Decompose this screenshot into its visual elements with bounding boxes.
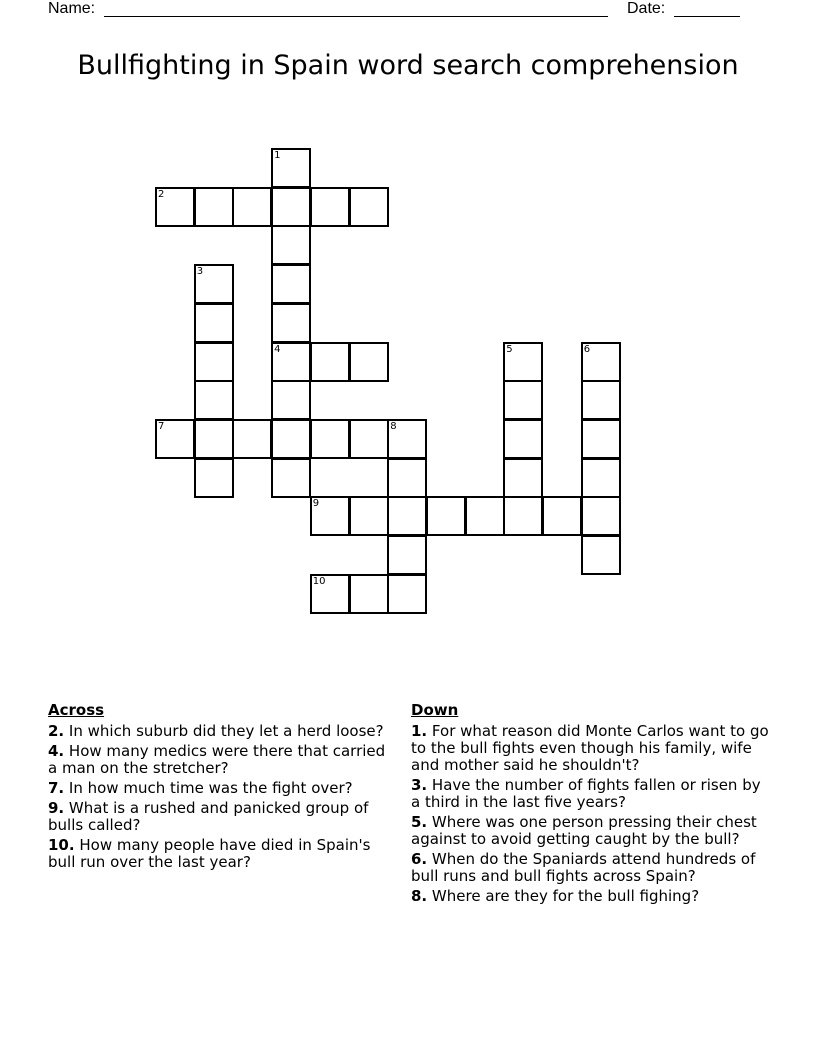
clue-text: How many people have died in Spain's bull run over the last year?	[48, 836, 371, 871]
grid-cell[interactable]	[349, 342, 389, 382]
grid-cell[interactable]	[271, 225, 311, 265]
grid-cell[interactable]	[349, 187, 389, 227]
grid-cell[interactable]	[271, 458, 311, 498]
grid-cell[interactable]	[349, 574, 389, 614]
clue-text: Have the number of fights fallen or risen by a third in the last five years?	[411, 776, 761, 811]
cell-number: 3	[196, 266, 204, 278]
clue-text: How many medics were there that carried a man on the stretcher?	[48, 742, 386, 777]
down-clues	[411, 702, 771, 908]
grid-cell[interactable]	[271, 342, 311, 382]
grid-cell[interactable]	[581, 342, 621, 382]
grid-cell[interactable]	[503, 419, 543, 459]
grid-cell[interactable]	[581, 380, 621, 420]
grid-cell[interactable]	[503, 458, 543, 498]
page-title: Bullfighting in Spain word search comprehension	[77, 50, 739, 81]
clue-text: In which suburb did they let a herd loose?	[68, 722, 384, 740]
grid-cell[interactable]	[271, 187, 311, 227]
cell-number: 2	[158, 188, 165, 200]
name-line[interactable]	[104, 16, 608, 17]
clue-item	[48, 723, 393, 740]
clue-number: 8.	[411, 887, 428, 905]
cell-number: 1	[274, 150, 281, 161]
clue-number: 5.	[411, 813, 428, 831]
grid-cell[interactable]	[194, 264, 234, 304]
grid-cell[interactable]	[465, 496, 505, 536]
clue-item	[411, 888, 771, 905]
grid-cell[interactable]	[310, 187, 350, 227]
cell-number: 6	[583, 343, 591, 355]
grid-cell[interactable]	[503, 380, 543, 420]
down-heading: Down	[411, 701, 459, 719]
grid-cell[interactable]	[271, 419, 311, 459]
grid-cell[interactable]	[232, 419, 272, 459]
grid-cell[interactable]	[271, 264, 311, 304]
clue-number: 7.	[48, 779, 65, 797]
grid-cell[interactable]	[387, 535, 427, 575]
grid-cell[interactable]	[271, 380, 311, 420]
grid-cell[interactable]	[581, 535, 621, 575]
clue-item	[48, 780, 393, 797]
across-clues	[48, 702, 393, 874]
grid-cell[interactable]	[232, 187, 272, 227]
cell-number: 5	[506, 343, 513, 355]
grid-cell[interactable]	[503, 342, 543, 382]
clue-item	[411, 851, 771, 885]
grid-cell[interactable]	[542, 496, 582, 536]
grid-cell[interactable]	[503, 496, 543, 536]
grid-cell[interactable]	[387, 574, 427, 614]
grid-cell[interactable]	[194, 458, 234, 498]
clue-number: 1.	[411, 722, 428, 740]
cell-number: 7	[158, 420, 165, 432]
clue-item	[48, 743, 393, 777]
clue-text: What is a rushed and panicked group of bulls called?	[48, 799, 369, 834]
grid-cell[interactable]	[349, 419, 389, 459]
clue-number: 6.	[411, 850, 428, 868]
across-heading: Across	[48, 701, 105, 719]
grid-cell[interactable]	[387, 458, 427, 498]
grid-cell[interactable]	[581, 419, 621, 459]
grid-cell[interactable]	[426, 496, 466, 536]
across-clue-list	[48, 723, 393, 871]
grid-cell[interactable]	[310, 496, 350, 536]
date-line[interactable]	[674, 16, 740, 17]
grid-cell[interactable]	[349, 496, 389, 536]
clue-text: Where was one person pressing their chest against to avoid getting caught by the bull?	[411, 813, 757, 848]
grid-cell[interactable]	[310, 419, 350, 459]
grid-cell[interactable]	[310, 342, 350, 382]
clue-item	[411, 723, 771, 774]
clue-text: Where are they for the bull fighing?	[431, 887, 700, 905]
grid-cell[interactable]	[155, 419, 195, 459]
clue-item	[48, 800, 393, 834]
cell-number: 4	[274, 343, 281, 355]
clue-number: 10.	[48, 836, 75, 854]
clue-number: 9.	[48, 799, 65, 817]
grid-cell[interactable]	[194, 419, 234, 459]
grid-cell[interactable]	[271, 303, 311, 343]
clue-text: When do the Spaniards attend hundreds of bull runs and bull fights across Spain?	[411, 850, 756, 885]
clue-item	[411, 777, 771, 811]
clue-number: 3.	[411, 776, 428, 794]
grid-cell[interactable]	[310, 574, 350, 614]
date-label: Date:	[627, 0, 666, 17]
down-clue-list	[411, 723, 771, 905]
grid-cell[interactable]	[271, 148, 311, 188]
cell-number: 10	[312, 575, 326, 587]
name-label: Name:	[48, 0, 96, 17]
grid-cell[interactable]	[194, 380, 234, 420]
grid-cell[interactable]	[194, 187, 234, 227]
clue-number: 2.	[48, 722, 65, 740]
grid-cell[interactable]	[194, 342, 234, 382]
clue-item	[48, 837, 393, 871]
grid-cell[interactable]	[581, 496, 621, 536]
cell-number: 8	[390, 420, 397, 432]
clue-item	[411, 814, 771, 848]
grid-cell[interactable]	[155, 187, 195, 227]
clue-text: In how much time was the fight over?	[68, 779, 353, 797]
grid-cell[interactable]	[387, 419, 427, 459]
header	[48, 0, 748, 20]
grid-cell[interactable]	[581, 458, 621, 498]
clue-number: 4.	[48, 742, 65, 760]
grid-cell[interactable]	[387, 496, 427, 536]
grid-cell[interactable]	[194, 303, 234, 343]
cell-number: 9	[312, 498, 320, 510]
clue-text: For what reason did Monte Carlos want to go to the bull fights even though his family, wife and mother said he shouldn't?	[411, 722, 769, 774]
